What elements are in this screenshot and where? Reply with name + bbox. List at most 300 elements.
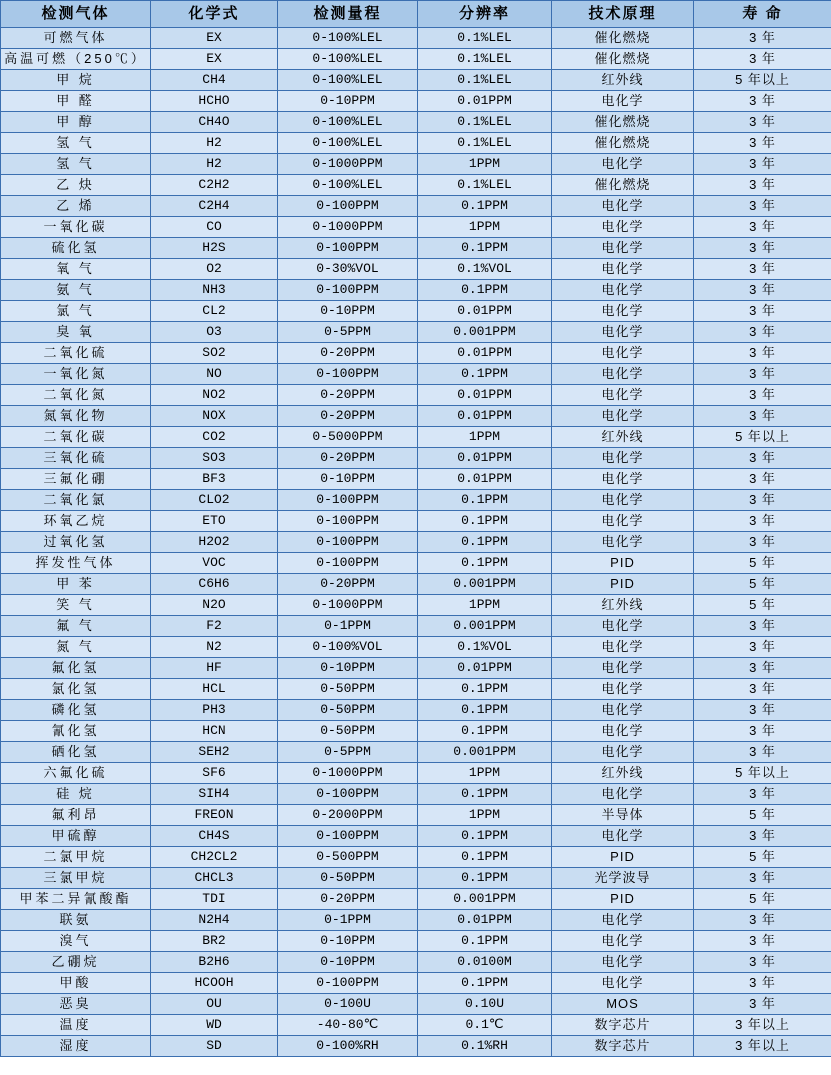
cell-technology-principle: 电化学 (552, 259, 694, 280)
table-row (1, 847, 831, 868)
cell-chemical-formula: SEH2 (151, 742, 278, 763)
cell-lifespan: 3 年 (694, 994, 831, 1015)
header-lifespan: 寿 命 (694, 1, 831, 28)
cell-resolution: 0.1PPM (418, 511, 552, 532)
table-row (1, 973, 831, 994)
cell-measuring-range: 0-20PPM (278, 574, 418, 595)
cell-technology-principle: 电化学 (552, 385, 694, 406)
cell-measuring-range: 0-2000PPM (278, 805, 418, 826)
cell-technology-principle: 电化学 (552, 700, 694, 721)
cell-resolution: 0.01PPM (418, 406, 552, 427)
cell-resolution: 0.001PPM (418, 574, 552, 595)
cell-gas-name: 甲 醛 (1, 91, 151, 112)
cell-chemical-formula: SO3 (151, 448, 278, 469)
table-row (1, 364, 831, 385)
cell-gas-name: 笑 气 (1, 595, 151, 616)
table-row (1, 385, 831, 406)
cell-gas-name: 可燃气体 (1, 28, 151, 49)
cell-measuring-range: 0-100PPM (278, 490, 418, 511)
cell-lifespan: 5 年 (694, 595, 831, 616)
cell-gas-name: 氰化氢 (1, 721, 151, 742)
cell-lifespan: 3 年 (694, 868, 831, 889)
cell-chemical-formula: N2 (151, 637, 278, 658)
cell-measuring-range: 0-50PPM (278, 721, 418, 742)
table-row (1, 490, 831, 511)
table-row (1, 322, 831, 343)
table-row (1, 343, 831, 364)
table-body (1, 28, 831, 1057)
cell-gas-name: 六氟化硫 (1, 763, 151, 784)
cell-technology-principle: 电化学 (552, 406, 694, 427)
cell-lifespan: 3 年 (694, 511, 831, 532)
cell-resolution: 0.1℃ (418, 1015, 552, 1036)
cell-chemical-formula: HF (151, 658, 278, 679)
cell-gas-name: 二氯甲烷 (1, 847, 151, 868)
cell-technology-principle: 电化学 (552, 196, 694, 217)
cell-technology-principle: 电化学 (552, 679, 694, 700)
cell-chemical-formula: CHCL3 (151, 868, 278, 889)
cell-lifespan: 3 年 (694, 112, 831, 133)
cell-measuring-range: 0-5PPM (278, 322, 418, 343)
cell-resolution: 0.1PPM (418, 490, 552, 511)
cell-lifespan: 5 年 (694, 847, 831, 868)
cell-measuring-range: 0-500PPM (278, 847, 418, 868)
cell-measuring-range: 0-20PPM (278, 406, 418, 427)
cell-lifespan: 3 年以上 (694, 1015, 831, 1036)
cell-lifespan: 3 年 (694, 280, 831, 301)
cell-resolution: 0.1%RH (418, 1036, 552, 1057)
cell-measuring-range: 0-10PPM (278, 658, 418, 679)
cell-gas-name: 氟化氢 (1, 658, 151, 679)
cell-chemical-formula: N2H4 (151, 910, 278, 931)
cell-chemical-formula: C6H6 (151, 574, 278, 595)
cell-gas-name: 环氧乙烷 (1, 511, 151, 532)
cell-lifespan: 3 年 (694, 259, 831, 280)
cell-lifespan: 3 年 (694, 217, 831, 238)
cell-technology-principle: 红外线 (552, 595, 694, 616)
table-row (1, 889, 831, 910)
cell-chemical-formula: HCN (151, 721, 278, 742)
cell-gas-name: 甲酸 (1, 973, 151, 994)
cell-resolution: 0.01PPM (418, 448, 552, 469)
table-header (1, 1, 831, 28)
cell-lifespan: 5 年以上 (694, 763, 831, 784)
cell-resolution: 0.1PPM (418, 721, 552, 742)
cell-resolution: 0.1PPM (418, 826, 552, 847)
cell-measuring-range: 0-1000PPM (278, 217, 418, 238)
cell-technology-principle: 电化学 (552, 637, 694, 658)
cell-resolution: 0.1PPM (418, 679, 552, 700)
cell-chemical-formula: NH3 (151, 280, 278, 301)
cell-measuring-range: 0-100PPM (278, 553, 418, 574)
cell-lifespan: 3 年 (694, 238, 831, 259)
cell-lifespan: 3 年 (694, 91, 831, 112)
cell-measuring-range: -40-80℃ (278, 1015, 418, 1036)
cell-measuring-range: 0-1PPM (278, 910, 418, 931)
table-row (1, 700, 831, 721)
cell-resolution: 0.1PPM (418, 196, 552, 217)
cell-measuring-range: 0-50PPM (278, 679, 418, 700)
cell-measuring-range: 0-50PPM (278, 700, 418, 721)
cell-measuring-range: 0-100%LEL (278, 175, 418, 196)
cell-technology-principle: 电化学 (552, 532, 694, 553)
cell-measuring-range: 0-10PPM (278, 301, 418, 322)
cell-chemical-formula: H2O2 (151, 532, 278, 553)
cell-resolution: 0.1PPM (418, 364, 552, 385)
cell-gas-name: 氮 气 (1, 637, 151, 658)
cell-lifespan: 3 年 (694, 133, 831, 154)
cell-lifespan: 3 年 (694, 469, 831, 490)
cell-resolution: 0.10U (418, 994, 552, 1015)
table-row (1, 91, 831, 112)
cell-measuring-range: 0-100PPM (278, 784, 418, 805)
cell-lifespan: 3 年 (694, 721, 831, 742)
cell-resolution: 0.01PPM (418, 469, 552, 490)
table-row (1, 469, 831, 490)
header-chemical-formula: 化学式 (151, 1, 278, 28)
cell-measuring-range: 0-50PPM (278, 868, 418, 889)
cell-measuring-range: 0-10PPM (278, 91, 418, 112)
table-row (1, 553, 831, 574)
cell-resolution: 0.1%LEL (418, 133, 552, 154)
table-row (1, 805, 831, 826)
cell-technology-principle: 半导体 (552, 805, 694, 826)
cell-resolution: 1PPM (418, 154, 552, 175)
cell-gas-name: 湿度 (1, 1036, 151, 1057)
cell-gas-name: 氢 气 (1, 133, 151, 154)
table-row (1, 679, 831, 700)
cell-technology-principle: 红外线 (552, 70, 694, 91)
cell-resolution: 0.1PPM (418, 931, 552, 952)
cell-resolution: 0.1%LEL (418, 28, 552, 49)
cell-chemical-formula: O2 (151, 259, 278, 280)
cell-chemical-formula: CH4S (151, 826, 278, 847)
cell-technology-principle: 红外线 (552, 427, 694, 448)
cell-gas-name: 氮氧化物 (1, 406, 151, 427)
cell-chemical-formula: H2 (151, 133, 278, 154)
cell-technology-principle: 电化学 (552, 91, 694, 112)
cell-chemical-formula: B2H6 (151, 952, 278, 973)
cell-chemical-formula: FREON (151, 805, 278, 826)
cell-gas-name: 甲 烷 (1, 70, 151, 91)
cell-lifespan: 3 年 (694, 49, 831, 70)
table-row (1, 658, 831, 679)
cell-chemical-formula: CO2 (151, 427, 278, 448)
cell-chemical-formula: TDI (151, 889, 278, 910)
cell-measuring-range: 0-100PPM (278, 364, 418, 385)
cell-technology-principle: 红外线 (552, 763, 694, 784)
cell-technology-principle: 电化学 (552, 238, 694, 259)
cell-lifespan: 3 年 (694, 175, 831, 196)
cell-resolution: 0.01PPM (418, 91, 552, 112)
cell-gas-name: 甲苯二异氰酸酯 (1, 889, 151, 910)
cell-gas-name: 三氟化硼 (1, 469, 151, 490)
table-row (1, 49, 831, 70)
cell-technology-principle: 电化学 (552, 616, 694, 637)
cell-resolution: 1PPM (418, 217, 552, 238)
cell-resolution: 0.1%LEL (418, 49, 552, 70)
cell-lifespan: 3 年 (694, 679, 831, 700)
cell-chemical-formula: WD (151, 1015, 278, 1036)
cell-resolution: 0.01PPM (418, 343, 552, 364)
cell-technology-principle: PID (552, 847, 694, 868)
cell-gas-name: 三氯甲烷 (1, 868, 151, 889)
cell-technology-principle: 电化学 (552, 784, 694, 805)
cell-chemical-formula: CL2 (151, 301, 278, 322)
header-resolution: 分辨率 (418, 1, 552, 28)
cell-measuring-range: 0-100PPM (278, 532, 418, 553)
cell-technology-principle: 电化学 (552, 490, 694, 511)
table-row (1, 532, 831, 553)
cell-lifespan: 3 年 (694, 343, 831, 364)
cell-gas-name: 二氧化硫 (1, 343, 151, 364)
cell-gas-name: 溴气 (1, 931, 151, 952)
table-row (1, 280, 831, 301)
cell-lifespan: 3 年 (694, 658, 831, 679)
table-row (1, 574, 831, 595)
cell-measuring-range: 0-5000PPM (278, 427, 418, 448)
cell-resolution: 0.01PPM (418, 301, 552, 322)
cell-technology-principle: 电化学 (552, 931, 694, 952)
table-row (1, 511, 831, 532)
table-row (1, 133, 831, 154)
cell-gas-name: 甲 醇 (1, 112, 151, 133)
cell-measuring-range: 0-20PPM (278, 385, 418, 406)
cell-gas-name: 臭 氧 (1, 322, 151, 343)
cell-measuring-range: 0-100%LEL (278, 28, 418, 49)
cell-technology-principle: 数字芯片 (552, 1015, 694, 1036)
cell-chemical-formula: CO (151, 217, 278, 238)
table-row (1, 196, 831, 217)
table-row (1, 154, 831, 175)
cell-measuring-range: 0-10PPM (278, 469, 418, 490)
cell-resolution: 0.001PPM (418, 742, 552, 763)
cell-lifespan: 3 年 (694, 637, 831, 658)
cell-resolution: 1PPM (418, 763, 552, 784)
table-row (1, 259, 831, 280)
cell-lifespan: 3 年 (694, 154, 831, 175)
cell-lifespan: 5 年 (694, 553, 831, 574)
cell-measuring-range: 0-1000PPM (278, 763, 418, 784)
table-row (1, 721, 831, 742)
cell-lifespan: 3 年 (694, 448, 831, 469)
header-measuring-range: 检测量程 (278, 1, 418, 28)
table-row (1, 742, 831, 763)
cell-measuring-range: 0-100%RH (278, 1036, 418, 1057)
cell-resolution: 0.1%VOL (418, 637, 552, 658)
cell-gas-name: 乙 炔 (1, 175, 151, 196)
cell-gas-name: 乙 烯 (1, 196, 151, 217)
cell-measuring-range: 0-100%LEL (278, 112, 418, 133)
cell-resolution: 0.1PPM (418, 868, 552, 889)
cell-measuring-range: 0-20PPM (278, 343, 418, 364)
cell-chemical-formula: NO2 (151, 385, 278, 406)
cell-technology-principle: 光学波导 (552, 868, 694, 889)
cell-resolution: 1PPM (418, 595, 552, 616)
table-row (1, 910, 831, 931)
cell-lifespan: 3 年 (694, 196, 831, 217)
cell-technology-principle: 电化学 (552, 448, 694, 469)
cell-technology-principle: 电化学 (552, 217, 694, 238)
cell-gas-name: 高温可燃（250℃） (1, 49, 151, 70)
table-row (1, 175, 831, 196)
cell-chemical-formula: O3 (151, 322, 278, 343)
cell-chemical-formula: CH4 (151, 70, 278, 91)
cell-chemical-formula: OU (151, 994, 278, 1015)
header-gas-name: 检测气体 (1, 1, 151, 28)
cell-resolution: 0.1PPM (418, 238, 552, 259)
cell-chemical-formula: CLO2 (151, 490, 278, 511)
cell-resolution: 0.01PPM (418, 910, 552, 931)
cell-chemical-formula: EX (151, 28, 278, 49)
cell-lifespan: 5 年 (694, 889, 831, 910)
cell-gas-name: 硒化氢 (1, 742, 151, 763)
cell-lifespan: 3 年 (694, 910, 831, 931)
cell-lifespan: 3 年 (694, 301, 831, 322)
cell-technology-principle: MOS (552, 994, 694, 1015)
cell-gas-name: 氧 气 (1, 259, 151, 280)
cell-technology-principle: PID (552, 553, 694, 574)
cell-chemical-formula: NO (151, 364, 278, 385)
table-row (1, 931, 831, 952)
cell-technology-principle: 电化学 (552, 658, 694, 679)
table-row (1, 994, 831, 1015)
cell-chemical-formula: C2H4 (151, 196, 278, 217)
cell-lifespan: 3 年 (694, 931, 831, 952)
cell-measuring-range: 0-100%LEL (278, 49, 418, 70)
cell-chemical-formula: BR2 (151, 931, 278, 952)
cell-chemical-formula: H2S (151, 238, 278, 259)
cell-gas-name: 甲 苯 (1, 574, 151, 595)
cell-gas-name: 氨 气 (1, 280, 151, 301)
cell-lifespan: 3 年 (694, 952, 831, 973)
cell-measuring-range: 0-5PPM (278, 742, 418, 763)
cell-technology-principle: 电化学 (552, 364, 694, 385)
cell-gas-name: 恶臭 (1, 994, 151, 1015)
cell-chemical-formula: EX (151, 49, 278, 70)
cell-technology-principle: 催化燃烧 (552, 175, 694, 196)
cell-chemical-formula: HCL (151, 679, 278, 700)
table-row (1, 448, 831, 469)
cell-lifespan: 3 年 (694, 700, 831, 721)
table-row (1, 826, 831, 847)
cell-chemical-formula: HCHO (151, 91, 278, 112)
cell-resolution: 0.0100M (418, 952, 552, 973)
cell-measuring-range: 0-100PPM (278, 973, 418, 994)
cell-resolution: 0.001PPM (418, 322, 552, 343)
cell-technology-principle: 电化学 (552, 280, 694, 301)
cell-technology-principle: 电化学 (552, 322, 694, 343)
cell-technology-principle: 电化学 (552, 952, 694, 973)
cell-lifespan: 3 年 (694, 322, 831, 343)
cell-gas-name: 挥发性气体 (1, 553, 151, 574)
cell-resolution: 0.001PPM (418, 889, 552, 910)
table-header-row (1, 1, 831, 28)
cell-chemical-formula: BF3 (151, 469, 278, 490)
cell-gas-name: 氢 气 (1, 154, 151, 175)
cell-measuring-range: 0-100PPM (278, 280, 418, 301)
cell-resolution: 0.1PPM (418, 973, 552, 994)
cell-chemical-formula: F2 (151, 616, 278, 637)
cell-measuring-range: 0-1PPM (278, 616, 418, 637)
table-row (1, 952, 831, 973)
cell-chemical-formula: C2H2 (151, 175, 278, 196)
cell-gas-name: 氟 气 (1, 616, 151, 637)
cell-lifespan: 3 年 (694, 784, 831, 805)
cell-chemical-formula: H2 (151, 154, 278, 175)
cell-chemical-formula: CH4O (151, 112, 278, 133)
cell-technology-principle: 电化学 (552, 910, 694, 931)
cell-lifespan: 5 年 (694, 574, 831, 595)
cell-measuring-range: 0-100PPM (278, 196, 418, 217)
table-row (1, 616, 831, 637)
cell-measuring-range: 0-100U (278, 994, 418, 1015)
cell-resolution: 0.1PPM (418, 784, 552, 805)
cell-technology-principle: 电化学 (552, 343, 694, 364)
cell-measuring-range: 0-30%VOL (278, 259, 418, 280)
table-row (1, 868, 831, 889)
table-row (1, 217, 831, 238)
table-row (1, 1036, 831, 1057)
cell-chemical-formula: VOC (151, 553, 278, 574)
cell-resolution: 0.1PPM (418, 700, 552, 721)
cell-chemical-formula: SO2 (151, 343, 278, 364)
table-row (1, 70, 831, 91)
cell-technology-principle: 催化燃烧 (552, 28, 694, 49)
cell-lifespan: 3 年 (694, 364, 831, 385)
cell-resolution: 0.1PPM (418, 553, 552, 574)
cell-lifespan: 5 年以上 (694, 427, 831, 448)
cell-resolution: 0.01PPM (418, 658, 552, 679)
cell-chemical-formula: N2O (151, 595, 278, 616)
cell-measuring-range: 0-100%LEL (278, 70, 418, 91)
table-row (1, 427, 831, 448)
cell-gas-name: 一氧化碳 (1, 217, 151, 238)
cell-technology-principle: 电化学 (552, 973, 694, 994)
cell-resolution: 0.1PPM (418, 280, 552, 301)
table-row (1, 1015, 831, 1036)
cell-technology-principle: 电化学 (552, 511, 694, 532)
cell-technology-principle: 催化燃烧 (552, 49, 694, 70)
cell-measuring-range: 0-20PPM (278, 889, 418, 910)
cell-resolution: 0.1PPM (418, 847, 552, 868)
table-row (1, 763, 831, 784)
cell-resolution: 1PPM (418, 805, 552, 826)
cell-gas-name: 乙硼烷 (1, 952, 151, 973)
cell-gas-name: 磷化氢 (1, 700, 151, 721)
table-row (1, 112, 831, 133)
cell-resolution: 0.1%VOL (418, 259, 552, 280)
table-row (1, 406, 831, 427)
cell-technology-principle: PID (552, 574, 694, 595)
cell-chemical-formula: SF6 (151, 763, 278, 784)
cell-gas-name: 过氧化氢 (1, 532, 151, 553)
cell-technology-principle: 电化学 (552, 742, 694, 763)
cell-gas-name: 三氧化硫 (1, 448, 151, 469)
cell-gas-name: 一氧化氮 (1, 364, 151, 385)
cell-chemical-formula: SIH4 (151, 784, 278, 805)
cell-gas-name: 氯化氢 (1, 679, 151, 700)
cell-lifespan: 3 年 (694, 385, 831, 406)
cell-lifespan: 3 年 (694, 616, 831, 637)
cell-lifespan: 3 年以上 (694, 1036, 831, 1057)
cell-technology-principle: 催化燃烧 (552, 133, 694, 154)
cell-gas-name: 硅 烷 (1, 784, 151, 805)
cell-technology-principle: 电化学 (552, 826, 694, 847)
cell-measuring-range: 0-20PPM (278, 448, 418, 469)
table-row (1, 238, 831, 259)
cell-gas-name: 联氨 (1, 910, 151, 931)
